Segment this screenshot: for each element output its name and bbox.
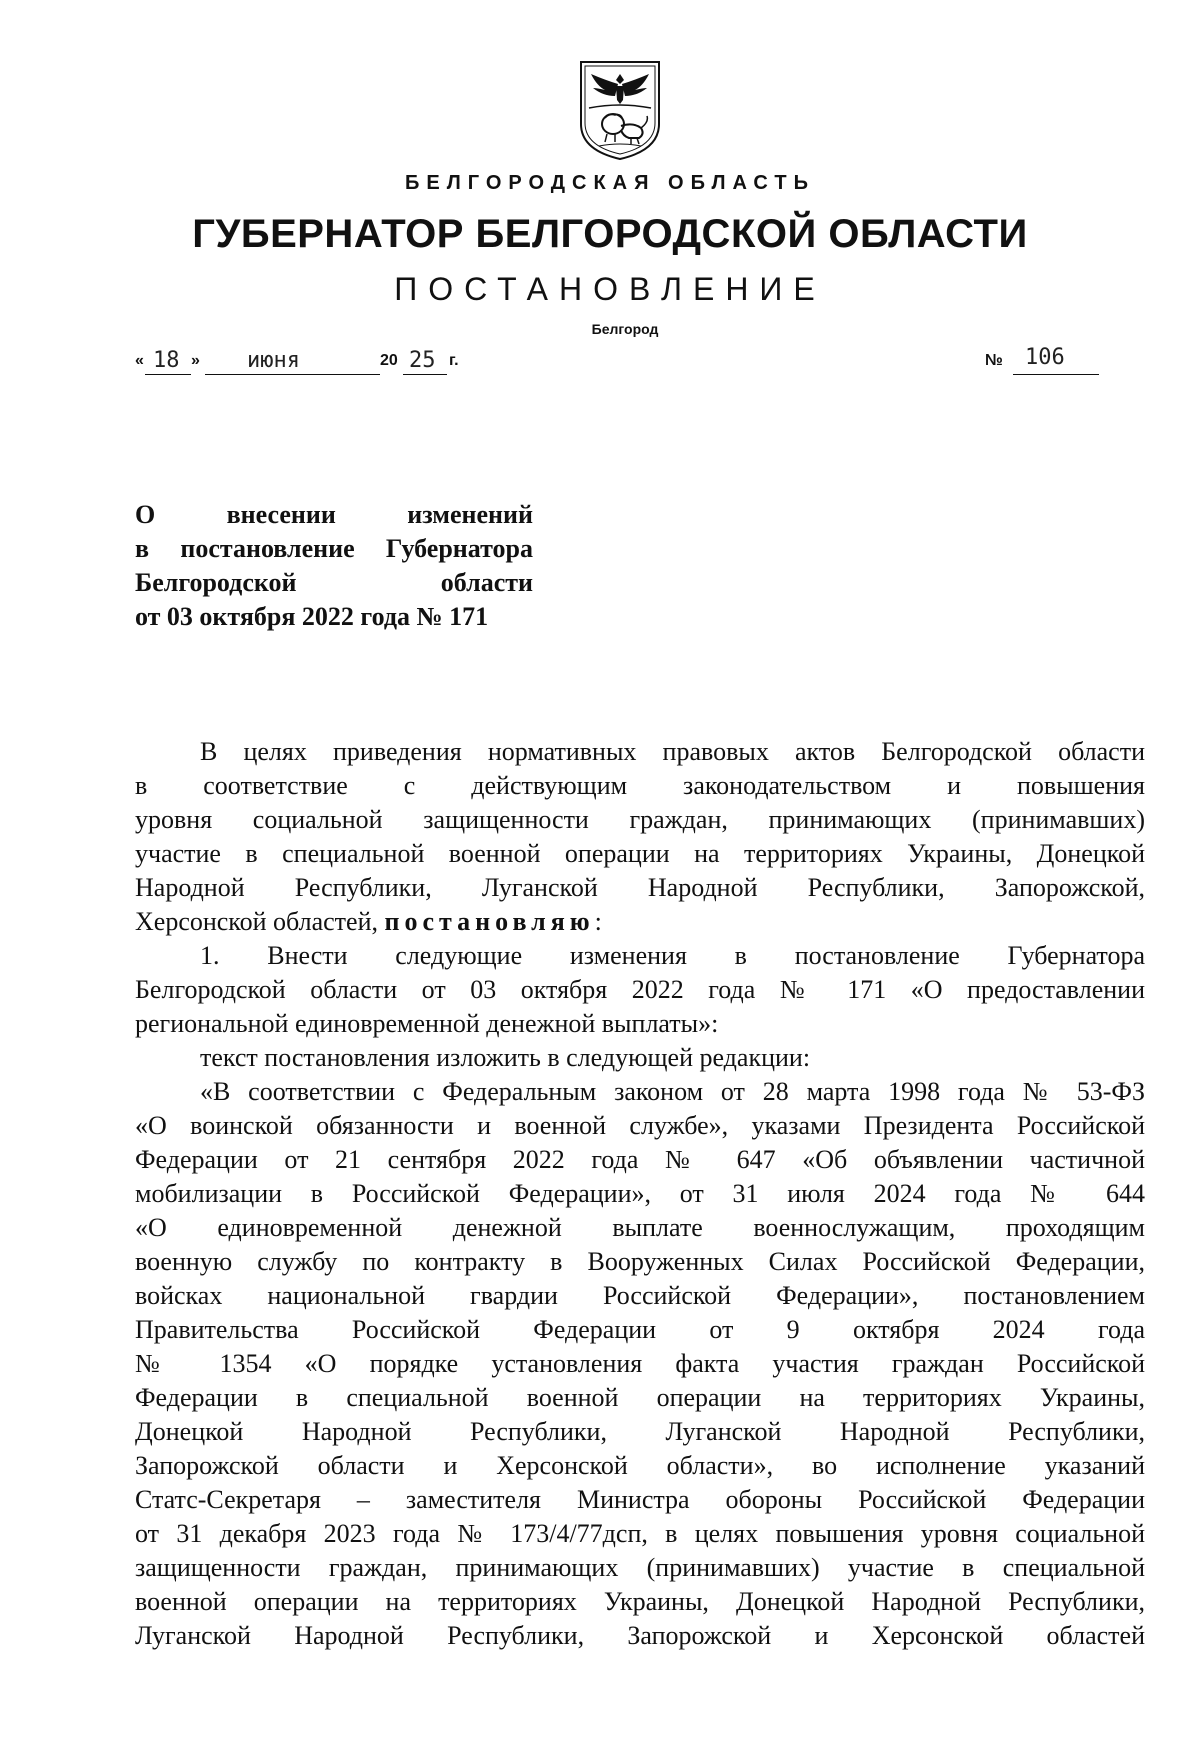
subject-line: Белгородской области [135,568,533,597]
number-underline [1013,374,1099,375]
day-underline [145,374,191,375]
body-line: участие в специальной военной операции на территориях Украины, Донецкой [135,839,1145,868]
issuer-title: ГУБЕРНАТОР БЕЛГОРОДСКОЙ ОБЛАСТИ [192,212,1028,256]
body-line: в соответствие с действующим законодательством и повышения [135,771,1145,800]
body-line: защищенности граждан, принимающих (принимавших) участие в специальной [135,1553,1145,1582]
region-name: БЕЛГОРОДСКАЯ ОБЛАСТЬ [405,172,815,194]
number-value: 106 [1025,345,1065,370]
body-line: Народной Республики, Луганской Народной Республики, Запорожской, [135,873,1145,902]
body-line: текст постановления изложить в следующей редакции: [200,1043,811,1072]
document-type: ПОСТАНОВЛЕНИЕ [394,271,826,307]
subject-line: от 03 октября 2022 года № 171 [135,602,489,631]
year-underline [403,374,447,375]
coat-of-arms [575,58,665,162]
date-year-suffix: г. [449,352,459,369]
body-line: региональной единовременной денежной выплаты»: [135,1009,719,1038]
body-line: Правительства Российской Федерации от 9 октября 2024 года [135,1315,1145,1344]
body-line: Федерации в специальной военной операции на территориях Украины, [135,1383,1145,1412]
body-line: Белгородской области от 03 октября 2022 года № 171 «О предоставлении [135,975,1145,1004]
date-century: 20 [380,352,398,369]
decree-body [135,735,1145,1653]
resolution-word: постановляю [384,907,595,936]
month-underline [205,374,380,375]
body-line: Запорожской области и Херсонской области», во исполнение указаний [135,1451,1145,1480]
body-line: Донецкой Народной Республики, Луганской Народной Республики, [135,1417,1145,1446]
body-line: «В соответствии с Федеральным законом от 28 марта 1998 года № 53-ФЗ [200,1077,1145,1106]
date-month: июня [247,348,300,373]
date-quote-open: « [135,352,144,369]
body-line: мобилизации в Российской Федерации», от 31 июля 2024 года № 644 [135,1179,1145,1208]
body-line: «О единовременной денежной выплате военнослужащим, проходящим [135,1213,1145,1242]
date-quote-close: » [191,352,200,369]
body-line: военную службу по контракту в Вооруженных Силах Российской Федерации, [135,1247,1145,1276]
body-line: № 1354 «О порядке установления факта участия граждан Российской [135,1349,1145,1378]
document-number [985,345,1105,375]
number-label: № [985,352,1003,369]
body-line: Луганской Народной Республики, Запорожской и Херсонской областей [135,1621,1145,1650]
body-line: В целях приведения нормативных правовых актов Белгородской области [200,737,1145,766]
body-line: войсках национальной гвардии Российской Федерации», постановлением [135,1281,1145,1310]
body-line: 1. Внести следующие изменения в постановление Губернатора [200,941,1145,970]
issue-city: Белгород [591,321,659,337]
subject-line: О внесении изменений [135,500,533,529]
body-line: военной операции на территориях Украины, Донецкой Народной Республики, [135,1587,1145,1616]
subject-line: в постановление Губернатора [135,534,533,563]
body-line: Федерации от 21 сентября 2022 года № 647 «Об объявлении частичной [135,1145,1145,1174]
decree-subject [135,498,533,634]
body-line: уровня социальной защищенности граждан, принимающих (принимавших) [135,805,1145,834]
date-year: 25 [409,348,436,373]
date-day: 18 [153,348,180,373]
body-line-text: Херсонской областей, [135,907,378,936]
belgorod-coat-of-arms-icon [575,58,665,162]
body-line: Статс-Секретаря – заместителя Министра обороны Российской Федерации [135,1485,1145,1514]
resolution-colon: : [594,907,602,936]
body-line: «О воинской обязанности и военной службе», указами Президента Российской [135,1111,1145,1140]
body-line: от 31 декабря 2023 года № 173/4/77дсп, в целях повышения уровня социальной [135,1519,1145,1548]
body-line [135,905,1145,939]
